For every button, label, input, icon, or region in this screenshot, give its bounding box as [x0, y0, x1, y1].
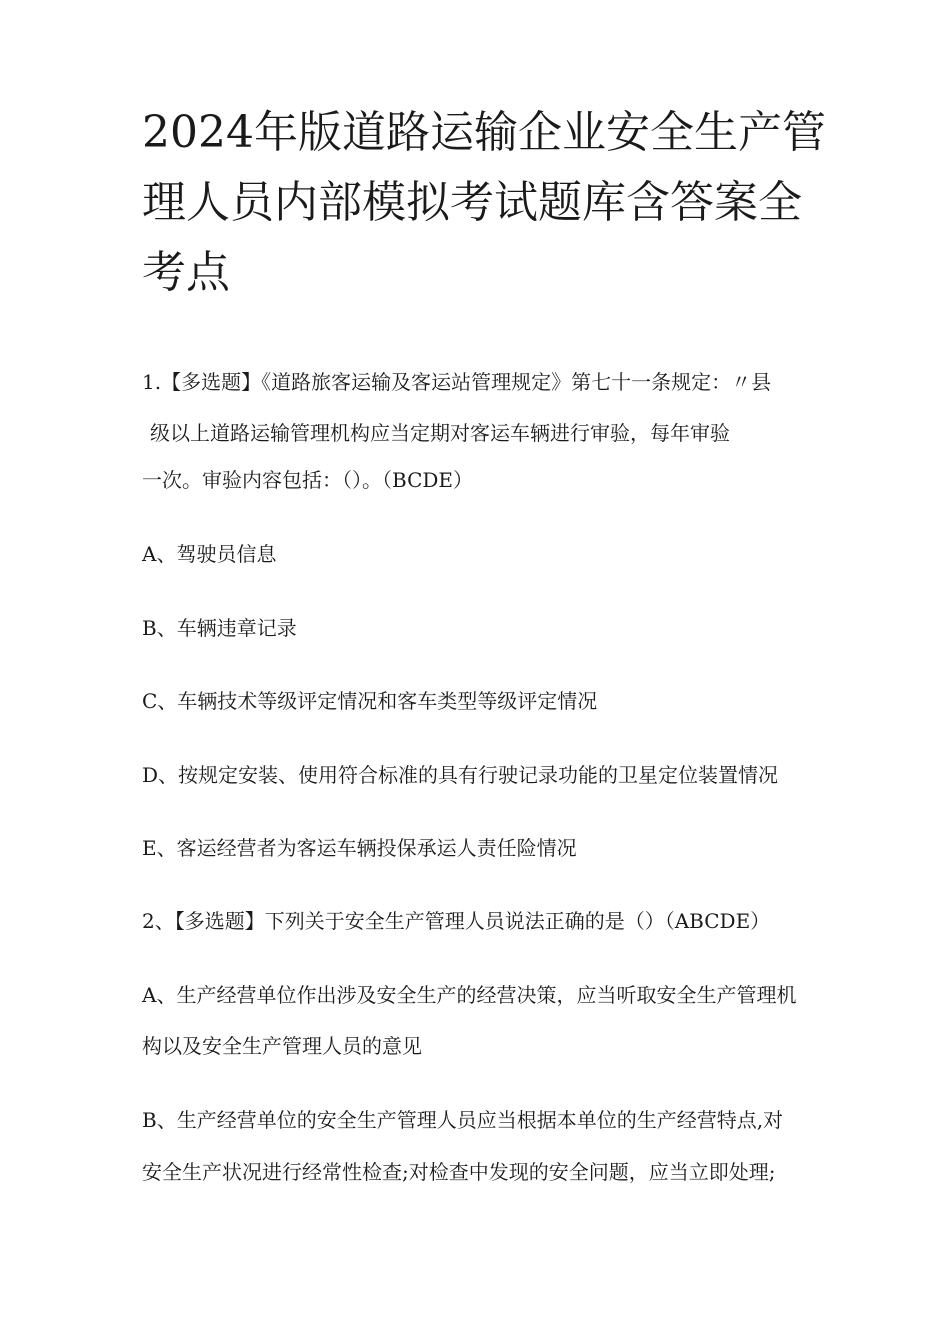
question-stem: 2、【多选题】下列关于安全生产管理人员说法正确的是（）（ABCDE） [142, 909, 771, 933]
title-line: 考点 [142, 247, 230, 298]
question-stem: 一次。审验内容包括：（）。（BCDE） [142, 468, 474, 492]
title-line: 理人员内部模拟考试题库含答案全 [142, 177, 802, 228]
question-stem: 1.【多选题】《道路旅客运输及客运站管理规定》第七十一条规定：〃县 [142, 370, 772, 394]
option-d: D、按规定安装、使用符合标准的具有行驶记录功能的卫星定位装置情况 [142, 763, 779, 787]
option-a: A、驾驶员信息 [142, 542, 277, 566]
option-c: C、车辆技术等级评定情况和客车类型等级评定情况 [142, 689, 598, 713]
option-b: B、车辆违章记录 [142, 616, 297, 640]
option-a-continued: 构以及安全生产管理人员的意见 [142, 1034, 422, 1058]
title-line: 2024年版道路运输企业安全生产管 [142, 107, 826, 158]
question-stem: 级以上道路运输管理机构应当定期对客运车辆进行审验，每年审验 [150, 421, 730, 445]
option-b-continued: 安全生产状况进行经常性检查;对检查中发现的安全问题，应当立即处理; [142, 1160, 776, 1184]
document-title [142, 98, 826, 308]
option-a: A、生产经营单位作出涉及安全生产的经营决策，应当听取安全生产管理机 [142, 983, 797, 1007]
option-e: E、客运经营者为客运车辆投保承运人责任险情况 [142, 836, 577, 860]
option-b: B、生产经营单位的安全生产管理人员应当根据本单位的生产经营特点,对 [142, 1108, 784, 1132]
